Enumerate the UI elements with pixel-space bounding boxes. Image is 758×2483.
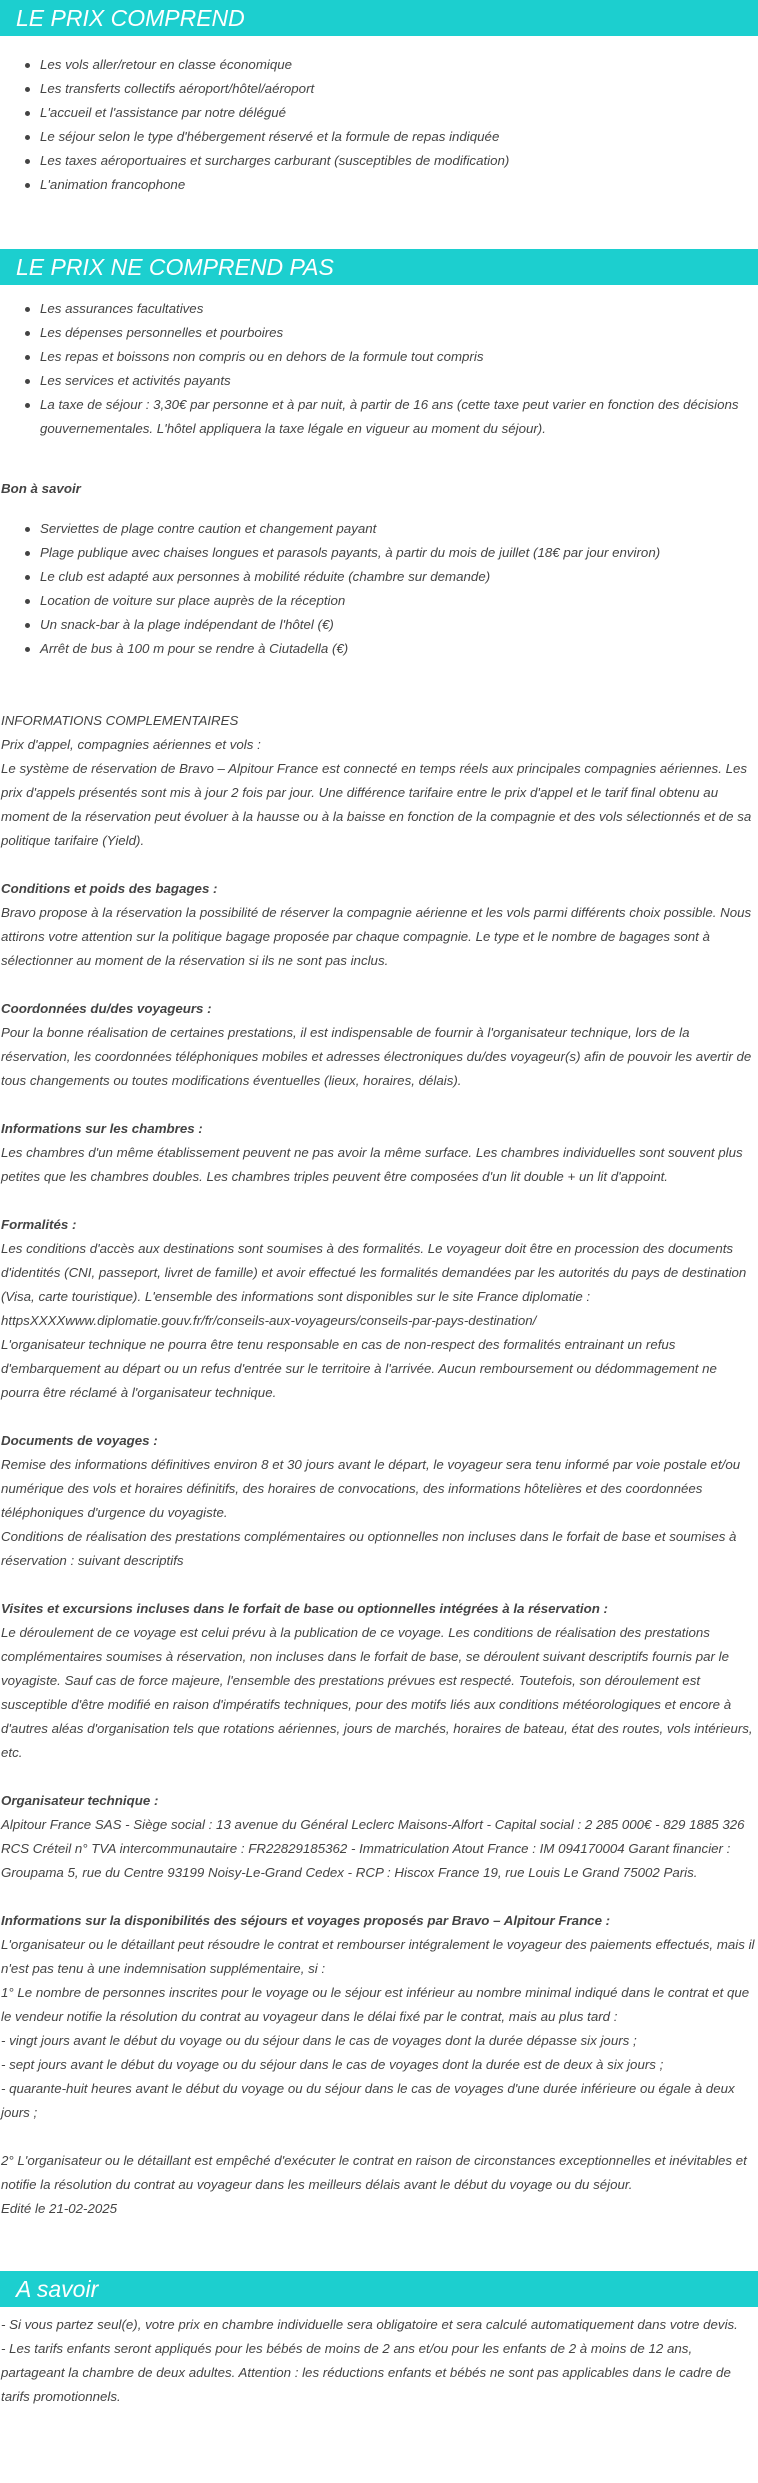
visites-title: Visites et excursions incluses dans le forfait de base ou optionnelles intégrées à la réservation : — [1, 1601, 608, 1616]
documents-text: Conditions de réalisation des prestations complémentaires ou optionnelles non incluses dans le forfait de base et soumises à réservation : suivant descriptifs — [1, 1529, 737, 1568]
list-item: Les vols aller/retour en classe économique — [40, 53, 758, 77]
section-header-prix-comprend: LE PRIX COMPREND — [0, 0, 758, 36]
list-item: Un snack-bar à la plage indépendant de l'hôtel (€) — [40, 613, 758, 637]
bon-a-savoir-list — [0, 517, 758, 661]
list-item: Les assurances facultatives — [40, 297, 758, 321]
a-savoir-text: - Si vous partez seul(e), votre prix en chambre individuelle sera obligatoire et sera calculé automatiquement dans votre devis. — [1, 2317, 738, 2332]
disponibilite-text: - quarante-huit heures avant le début du voyage ou du séjour dans le cas de voyages d'une durée inférieure ou égale à deux jours ; — [1, 2081, 735, 2120]
visites-text: Le déroulement de ce voyage est celui prévu à la publication de ce voyage. Les conditions de réalisation des prestations complémentaires soumises à réservation, non incluses dans le forfait de base, se déroulent suivant descriptifs fournis par le voyagiste. Sauf cas de force majeure, l'ensemble des prestations prévues est respecté. Toutefois, son déroulement est susceptible d'être modifié en raison d'impératifs techniques, pour des motifs liés aux conditions météorologiques et encore à d'autres aléas d'organisation tels que rotations aériennes, jours de marchés, horaires de bateau, état des routes, vols intérieurs, etc. — [1, 1625, 753, 1760]
prix-ne-comprend-pas-list — [0, 297, 758, 441]
list-item: Les repas et boissons non compris ou en dehors de la formule tout compris — [40, 345, 758, 369]
list-item: La taxe de séjour : 3,30€ par personne et à par nuit, à partir de 16 ans (cette taxe peut varier en fonction des décisions gouvernementales. L'hôtel appliquera la taxe légale en vigueur au moment du séjour). — [40, 393, 758, 441]
documents-title: Documents de voyages : — [1, 1433, 158, 1448]
a-savoir-section — [0, 2313, 758, 2409]
prix-appel-title: Prix d'appel, compagnies aériennes et vols : — [1, 737, 261, 752]
disponibilite-text: 1° Le nombre de personnes inscrites pour le voyage ou le séjour est inférieur au nombre minimal indiqué dans le contrat et que le vendeur notifie la résolution du contrat au voyageur dans le délai fixé par le contrat, mais au plus tard : — [1, 1985, 750, 2024]
organisateur-title: Organisateur technique : — [1, 1793, 159, 1808]
info-heading: INFORMATIONS COMPLEMENTAIRES — [1, 713, 239, 728]
formalites-text: Les conditions d'accès aux destinations sont soumises à des formalités. Le voyageur doit être en procession des documents d'identités (CNI, passeport, livret de famille) et avoir effectué les formalités demandées par les autorités du pays de destination (Visa, carte touristique). L'ensemble des informations sont disponibles sur le site France diplomatie : httpsXXXXwww.diplomatie.gouv.fr/fr/conseils-aux-voyageurs/conseils-par-pays-destination/ — [1, 1241, 747, 1328]
list-item: Les transferts collectifs aéroport/hôtel/aéroport — [40, 77, 758, 101]
list-item: Plage publique avec chaises longues et parasols payants, à partir du mois de juillet (18€ par jour environ) — [40, 541, 758, 565]
coordonnees-title: Coordonnées du/des voyageurs : — [1, 1001, 212, 1016]
documents-text: Remise des informations définitives environ 8 et 30 jours avant le départ, le voyageur sera tenu informé par voie postale et/ou numérique des vols et horaires définitifs, des horaires de convocations, des informations hôtelières et des coordonnées téléphoniques d'urgence du voyagiste. — [1, 1457, 741, 1520]
list-item: L'animation francophone — [40, 173, 758, 197]
list-item: Serviettes de plage contre caution et changement payant — [40, 517, 758, 541]
list-item: Location de voiture sur place auprès de la réception — [40, 589, 758, 613]
disponibilite-text: 2° L'organisateur ou le détaillant est empêché d'exécuter le contrat en raison de circonstances exceptionnelles et inévitables et notifie la résolution du contrat au voyageur dans les meilleurs délais avant le début du voyage ou du séjour. — [1, 2153, 747, 2192]
disponibilite-text: - vingt jours avant le début du voyage ou du séjour dans le cas de voyages dont la durée dépasse six jours ; — [1, 2033, 637, 2048]
disponibilite-text: - sept jours avant le début du voyage ou du séjour dans le cas de voyages dont la durée est de deux à six jours ; — [1, 2057, 664, 2072]
bagages-title: Conditions et poids des bagages : — [1, 881, 218, 896]
organisateur-text: Alpitour France SAS - Siège social : 13 avenue du Général Leclerc Maisons-Alfort - Capital social : 2 285 000€ - 829 1885 326 RCS Créteil n° TVA intercommunautaire : FR22829185362 - Immatriculation Atout France : IM 094170004 Garant financier : Groupama 5, rue du Centre 93199 Noisy-Le-Grand Cedex - RCP : Hiscox France 19, rue Louis Le Grand 75002 Paris. — [1, 1817, 745, 1880]
formalites-title: Formalités : — [1, 1217, 77, 1232]
a-savoir-text: - Les tarifs enfants seront appliqués pour les bébés de moins de 2 ans et/ou pour les enfants de 2 à moins de 12 ans, partageant la chambre de deux adultes. Attention : les réductions enfants et bébés ne sont pas applicables dans le cadre de tarifs promotionnels. — [1, 2341, 731, 2404]
coordonnees-text: Pour la bonne réalisation de certaines prestations, il est indispensable de fournir à l'organisateur technique, lors de la réservation, les coordonnées téléphoniques mobiles et adresses électroniques du/des voyageur(s) afin de pouvoir les avertir de tous changements ou toutes modifications éventuelles (lieux, horaires, délais). — [1, 1025, 752, 1088]
list-item: Les services et activités payants — [40, 369, 758, 393]
prix-comprend-list — [0, 53, 758, 197]
edite-date: Edité le 21-02-2025 — [1, 2201, 118, 2216]
disponibilite-title: Informations sur la disponibilités des séjours et voyages proposés par Bravo – Alpitour France : — [1, 1913, 611, 1928]
list-item: Arrêt de bus à 100 m pour se rendre à Ciutadella (€) — [40, 637, 758, 661]
disponibilite-text: L'organisateur ou le détaillant peut résoudre le contrat et rembourser intégralement le voyageur des paiements effectués, mais il n'est pas tenu à une indemnisation supplémentaire, si : — [1, 1937, 755, 1976]
list-item: Les dépenses personnelles et pourboires — [40, 321, 758, 345]
list-item: Le club est adapté aux personnes à mobilité réduite (chambre sur demande) — [40, 565, 758, 589]
section-header-a-savoir: A savoir — [0, 2271, 758, 2307]
informations-complementaires — [0, 709, 758, 2221]
list-item: Le séjour selon le type d'hébergement réservé et la formule de repas indiquée — [40, 125, 758, 149]
section-header-prix-ne-comprend-pas: LE PRIX NE COMPREND PAS — [0, 249, 758, 285]
bon-a-savoir-section — [0, 477, 758, 501]
chambres-title: Informations sur les chambres : — [1, 1121, 203, 1136]
bagages-text: Bravo propose à la réservation la possibilité de réserver la compagnie aérienne et les vols parmi différents choix possible. Nous attirons votre attention sur la politique bagage proposée par chaque compagnie. Le type et le nombre de bagages sont à sélectionner au moment de la réservation si ils ne sont pas inclus. — [1, 905, 752, 968]
list-item: Les taxes aéroportuaires et surcharges carburant (susceptibles de modification) — [40, 149, 758, 173]
formalites-text: L'organisateur technique ne pourra être tenu responsable en cas de non-respect des formalités entrainant un refus d'embarquement au départ ou un refus d'entrée sur le territoire à l'arrivée. Aucun remboursement ou dédommagement ne pourra être réclamé à l'organisateur technique. — [1, 1337, 717, 1400]
prix-appel-text: Le système de réservation de Bravo – Alpitour France est connecté en temps réels aux principales compagnies aériennes. Les prix d'appels présentés sont mis à jour 2 fois par jour. Une différence tarifaire entre le prix d'appel et le tarif final obtenu au moment de la réservation peut évoluer à la hausse ou à la baisse en fonction de la compagnie et des vols sélectionnés et de sa politique tarifaire (Yield). — [1, 761, 752, 848]
chambres-text: Les chambres d'un même établissement peuvent ne pas avoir la même surface. Les chambres individuelles sont souvent plus petites que les chambres doubles. Les chambres triples peuvent être composées d'un lit double + un lit d'appoint. — [1, 1145, 743, 1184]
list-item: L'accueil et l'assistance par notre délégué — [40, 101, 758, 125]
bon-a-savoir-title: Bon à savoir — [1, 481, 81, 496]
